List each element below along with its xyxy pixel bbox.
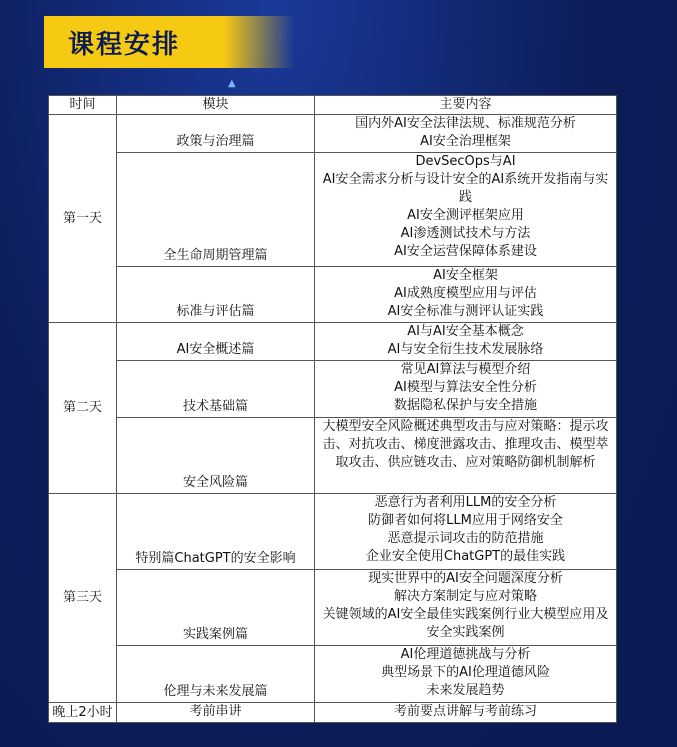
content-line: AI模型与算法安全性分析 — [394, 380, 537, 395]
table-row — [49, 494, 617, 570]
content-line: 考前要点讲解与考前练习 — [393, 704, 537, 719]
content-line: 防御者如何将LLM应用于网络安全 — [368, 513, 563, 528]
day-cell: 第二天 — [49, 323, 117, 494]
content-line: AI渗透测试技术与方法 — [400, 226, 531, 241]
content-cell — [315, 494, 617, 570]
content-line: 未来发展趋势 — [426, 683, 505, 698]
day-cell: 第三天 — [49, 494, 117, 703]
table-row — [49, 361, 617, 418]
content-cell — [315, 361, 617, 418]
table-row — [49, 570, 617, 646]
header-content: 主要内容 — [315, 96, 617, 115]
content-line: 典型场景下的AI伦理道德风险 — [381, 665, 550, 680]
content-cell — [315, 323, 617, 361]
content-line: 常见AI算法与模型介绍 — [400, 362, 531, 377]
content-line: 恶意提示词攻击的防范措施 — [387, 531, 544, 546]
table-row — [49, 703, 617, 723]
content-line: 数据隐私保护与安全措施 — [393, 398, 537, 413]
module-cell: 安全风险篇 — [117, 418, 315, 494]
content-line: AI安全需求分析与设计安全的AI系统开发指南与实践 — [322, 172, 609, 205]
title-banner — [44, 16, 294, 68]
table-row — [49, 418, 617, 494]
content-cell — [315, 418, 617, 494]
content-line: 大模型安全风险概述典型攻击与应对策略：提示攻击、对抗攻击、梯度泄露攻击、推理攻击、模型萃取攻击、供应链攻击、应对策略防御机制解析 — [322, 419, 609, 470]
header-module: 模块 — [117, 96, 315, 115]
content-line: 国内外AI安全法律法规、标准规范分析 — [355, 116, 576, 131]
content-line: 恶意行为者利用LLM的安全分析 — [374, 495, 557, 510]
sparkle-icon: ▲ — [228, 78, 236, 89]
table-row — [49, 646, 617, 703]
module-cell: 技术基础篇 — [117, 361, 315, 418]
module-cell: 标准与评估篇 — [117, 267, 315, 323]
content-line: AI安全运营保障体系建设 — [394, 244, 537, 259]
table-row — [49, 267, 617, 323]
schedule-table — [48, 95, 617, 723]
content-line: AI与AI安全基本概念 — [407, 324, 524, 339]
content-line: 关键领域的AI安全最佳实践案例行业大模型应用及安全实践案例 — [322, 607, 609, 640]
content-line: AI安全框架 — [433, 268, 498, 283]
content-line: 企业安全使用ChatGPT的最佳实践 — [365, 549, 566, 564]
content-cell — [315, 267, 617, 323]
content-line: DevSecOps与AI — [415, 154, 516, 169]
module-cell: 全生命周期管理篇 — [117, 153, 315, 267]
content-cell — [315, 115, 617, 153]
content-cell — [315, 570, 617, 646]
content-line: AI安全测评框架应用 — [407, 208, 524, 223]
content-cell — [315, 153, 617, 267]
day-cell: 晚上2小时 — [49, 703, 117, 723]
content-line: AI成熟度模型应用与评估 — [394, 286, 537, 301]
content-line: 解决方案制定与应对策略 — [393, 589, 537, 604]
module-cell: 伦理与未来发展篇 — [117, 646, 315, 703]
module-cell: 政策与治理篇 — [117, 115, 315, 153]
header-time: 时间 — [49, 96, 117, 115]
content-line: AI安全标准与测评认证实践 — [387, 304, 544, 319]
table-row — [49, 323, 617, 361]
content-line: AI安全治理框架 — [420, 134, 511, 149]
content-line: 现实世界中的AI安全问题深度分析 — [368, 571, 563, 586]
content-cell — [315, 646, 617, 703]
table-row — [49, 153, 617, 267]
page-title: 课程安排 — [68, 29, 181, 60]
content-line: AI与安全衍生技术发展脉络 — [387, 342, 544, 357]
module-cell: 实践案例篇 — [117, 570, 315, 646]
table-row — [49, 115, 617, 153]
day-cell: 第一天 — [49, 115, 117, 323]
module-cell: 考前串讲 — [117, 703, 315, 723]
module-cell: AI安全概述篇 — [117, 323, 315, 361]
module-cell: 特别篇ChatGPT的安全影响 — [117, 494, 315, 570]
content-cell — [315, 703, 617, 723]
header-row — [49, 96, 617, 115]
content-line: AI伦理道德挑战与分析 — [400, 647, 531, 662]
